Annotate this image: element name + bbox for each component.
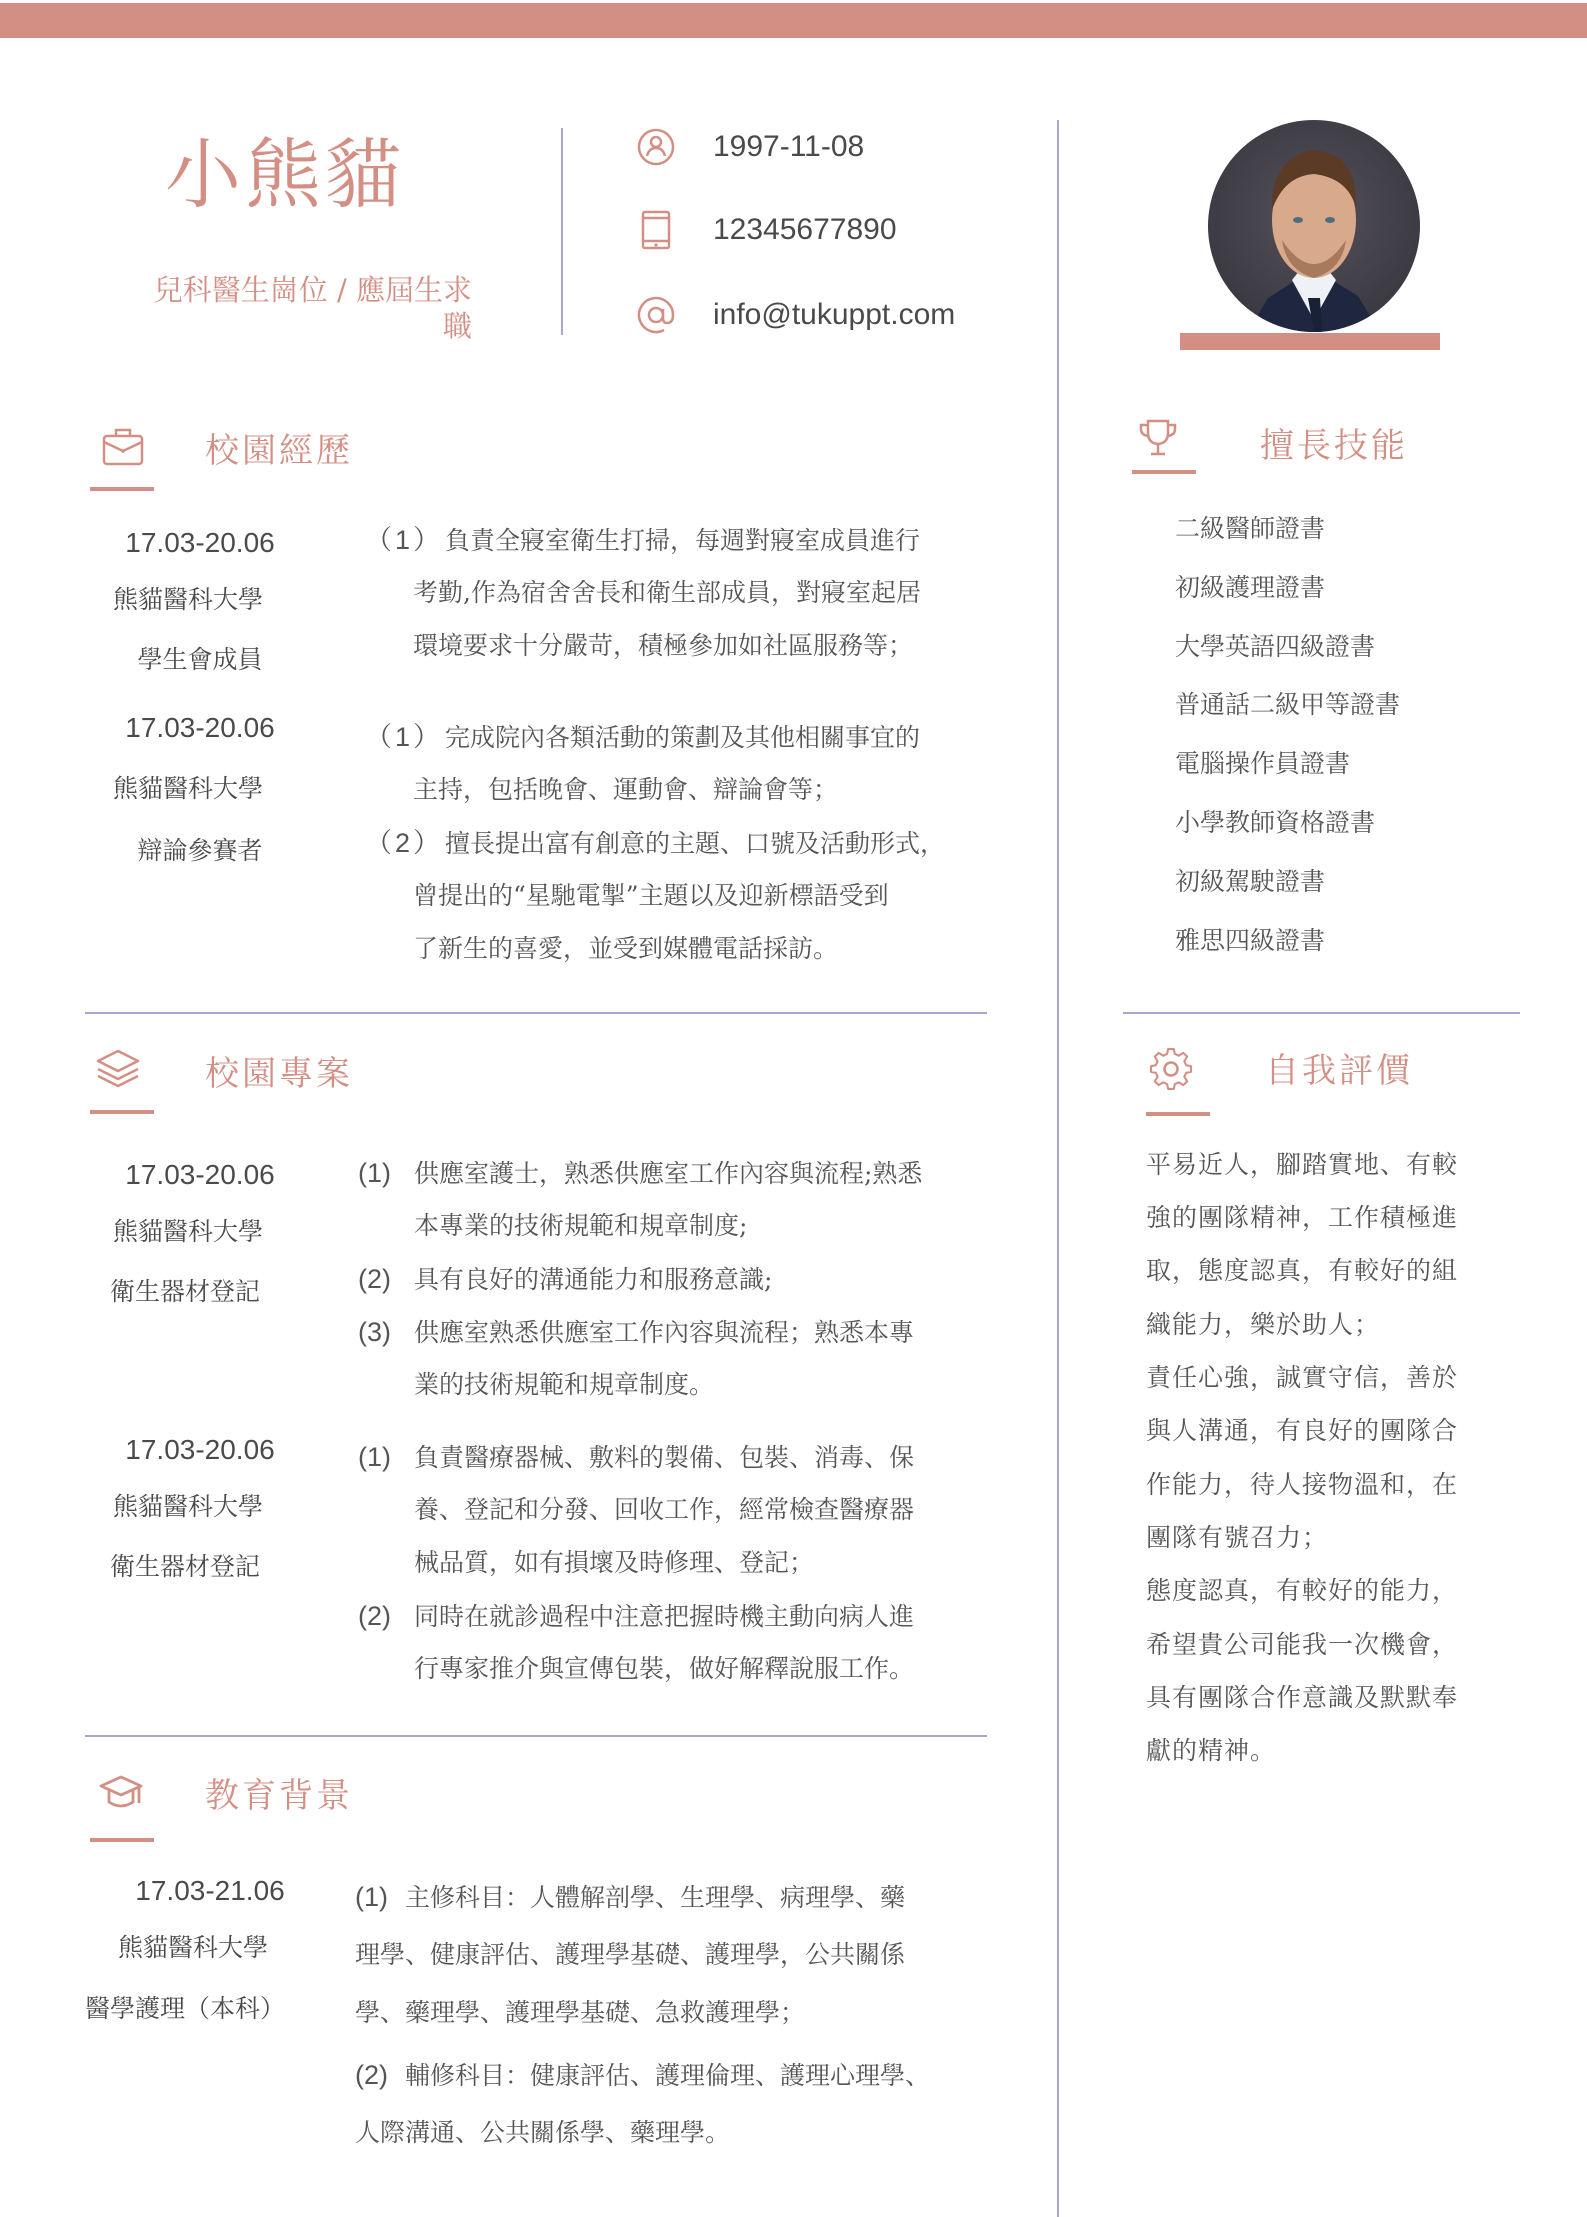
skill-item: 大學英語四級證書 [1175, 632, 1376, 661]
phone-text: 12345677890 [713, 213, 897, 246]
column-divider [1057, 120, 1059, 2217]
evaluation-line: 具有團隊合作意識及默默奉 [1146, 1683, 1459, 1712]
person-icon [635, 126, 677, 168]
layers-icon [95, 1046, 141, 1092]
education-school: 熊貓醫科大學 [117, 1933, 268, 1962]
entry-date: 17.03-20.06 [125, 1434, 275, 1465]
section-underline [90, 1110, 154, 1114]
description-line: 環境要求十分嚴苛，積極參加如社區服務等； [413, 631, 914, 660]
graduation-cap-icon [98, 1770, 144, 1816]
description-line: （1）完成院內各類活動的策劃及其他相關事宜的 [365, 722, 921, 752]
entry-role: 辯論參賽者 [137, 836, 263, 865]
education-major: 醫學護理（本科） [84, 1994, 285, 2023]
section-title-skills: 擅長技能 [1260, 426, 1408, 466]
description-line: 理學、健康評估、護理學基礎、護理學，公共關係 [355, 1940, 906, 1969]
evaluation-line: 取，態度認真，有較好的組 [1146, 1256, 1459, 1285]
section-divider [85, 1012, 987, 1014]
section-underline [1132, 470, 1196, 474]
description-line: （2）擅長提出富有創意的主題、口號及活動形式， [365, 828, 946, 858]
contact-phone [635, 205, 897, 255]
entry-description [358, 1442, 914, 1707]
entry-role: 衛生器材登記 [109, 1277, 260, 1306]
description-line: 行專家推介與宣傳包裝，做好解釋說服工作。 [414, 1654, 915, 1683]
birthdate-text: 1997-11-08 [713, 130, 865, 163]
header-divider [561, 128, 563, 335]
job-objective-line-1: 兒科醫生崗位 / 應屆生求 [153, 273, 472, 307]
education-description [355, 1882, 930, 2176]
evaluation-line: 團隊有號召力； [1146, 1523, 1329, 1552]
skill-item: 普通話二級甲等證書 [1175, 690, 1401, 719]
description-line: 了新生的喜愛，並受到媒體電話採訪。 [413, 934, 839, 963]
job-objective [90, 272, 472, 344]
description-line: (1) 供應室護士，熟悉供應室工作內容與流程;熟悉 [358, 1158, 923, 1188]
skill-item: 小學教師資格證書 [1175, 808, 1376, 837]
description-line: 考勤,作為宿舍舍長和衛生部成員，對寢室起居 [413, 578, 921, 607]
entry-school: 熊貓醫科大學 [112, 585, 263, 614]
description-line: (1) 負責醫療器械、敷料的製備、包裝、消毒、保 [358, 1442, 915, 1472]
entry-school: 熊貓醫科大學 [112, 1492, 263, 1521]
entry-description [358, 1158, 922, 1423]
description-line: (1) 主修科目：人體解剖學、生理學、病理學、藥 [355, 1882, 906, 1912]
description-line: (2) 輔修科目：健康評估、護理倫理、護理心理學、 [355, 2060, 931, 2090]
evaluation-line: 態度認真，有較好的能力， [1146, 1576, 1459, 1605]
skill-item: 初級駕駛證書 [1175, 867, 1326, 896]
briefcase-icon [100, 424, 146, 470]
evaluation-line: 織能力，樂於助人； [1146, 1310, 1381, 1339]
skill-item: 初級護理證書 [1175, 573, 1326, 602]
section-underline [90, 487, 154, 491]
section-title-campus-projects: 校園專案 [205, 1054, 353, 1094]
section-title-campus-experience: 校園經歷 [205, 431, 353, 471]
evaluation-line: 平易近人，腳踏實地、有較 [1146, 1150, 1459, 1179]
description-line: (2) 具有良好的溝通能力和服務意識; [358, 1264, 773, 1294]
entry-date: 17.03-20.06 [125, 712, 275, 743]
section-underline [90, 1838, 154, 1842]
trophy-icon [1135, 416, 1181, 462]
entry-role: 衛生器材登記 [109, 1552, 260, 1581]
skill-item: 二級醫師證書 [1175, 514, 1326, 543]
entry-description [365, 525, 921, 684]
skill-item: 雅思四級證書 [1175, 926, 1326, 955]
description-line: 學、藥理學、護理學基礎、急救護理學； [355, 1998, 806, 2027]
evaluation-line: 希望貴公司能我一次機會， [1146, 1630, 1459, 1659]
description-line: 曾提出的“星馳電掣”主題以及迎新標語受到 [413, 881, 889, 910]
evaluation-line: 責任心強，誠實守信，善於 [1146, 1363, 1459, 1392]
entry-description [365, 722, 945, 987]
evaluation-line: 與人溝通，有良好的團隊合 [1146, 1416, 1459, 1445]
top-accent-bar [0, 3, 1587, 38]
profile-photo [1208, 120, 1420, 332]
description-line: 業的技術規範和規章制度。 [414, 1370, 715, 1399]
job-objective-line-2: 職 [442, 309, 472, 343]
description-line: 械品質，如有損壞及時修理、登記； [414, 1548, 815, 1577]
entry-date: 17.03-20.06 [125, 1159, 275, 1190]
description-line: (3) 供應室熟悉供應室工作內容與流程；熟悉本專 [358, 1317, 915, 1347]
contact-email [635, 290, 955, 340]
email-text: info@tukuppt.com [713, 298, 956, 331]
description-line: (2) 同時在就診過程中注意把握時機主動向病人進 [358, 1601, 915, 1631]
description-line: 人際溝通、公共關係學、藥理學。 [355, 2118, 731, 2147]
skill-item: 電腦操作員證書 [1175, 749, 1351, 778]
section-title-education: 教育背景 [205, 1776, 353, 1816]
description-line: 本專業的技術規範和規章制度; [414, 1211, 748, 1240]
candidate-name: 小熊貓 [165, 130, 405, 219]
section-underline [1146, 1112, 1210, 1116]
at-sign-icon [635, 294, 677, 336]
description-line: （1）負責全寢室衛生打掃，每週對寢室成員進行 [365, 525, 921, 555]
entry-school: 熊貓醫科大學 [112, 774, 263, 803]
description-line: 養、登記和分發、回收工作，經常檢查醫療器 [414, 1495, 915, 1524]
entry-date: 17.03-20.06 [125, 527, 275, 558]
evaluation-line: 作能力，待人接物溫和，在 [1146, 1470, 1459, 1499]
phone-icon [635, 209, 677, 251]
evaluation-line: 獻的精神。 [1146, 1736, 1277, 1765]
education-date: 17.03-21.06 [135, 1875, 285, 1906]
evaluation-line: 強的團隊精神，工作積極進 [1146, 1203, 1459, 1232]
photo-accent-bar [1180, 333, 1440, 350]
gear-icon [1148, 1046, 1194, 1092]
section-divider [85, 1735, 987, 1737]
description-line: 主持，包括晚會、運動會、辯論會等； [413, 775, 839, 804]
entry-school: 熊貓醫科大學 [112, 1217, 263, 1246]
entry-role: 學生會成員 [137, 645, 263, 674]
section-title-self-evaluation: 自我評價 [1265, 1051, 1413, 1091]
section-divider [1123, 1012, 1520, 1014]
contact-birthdate [635, 122, 864, 172]
